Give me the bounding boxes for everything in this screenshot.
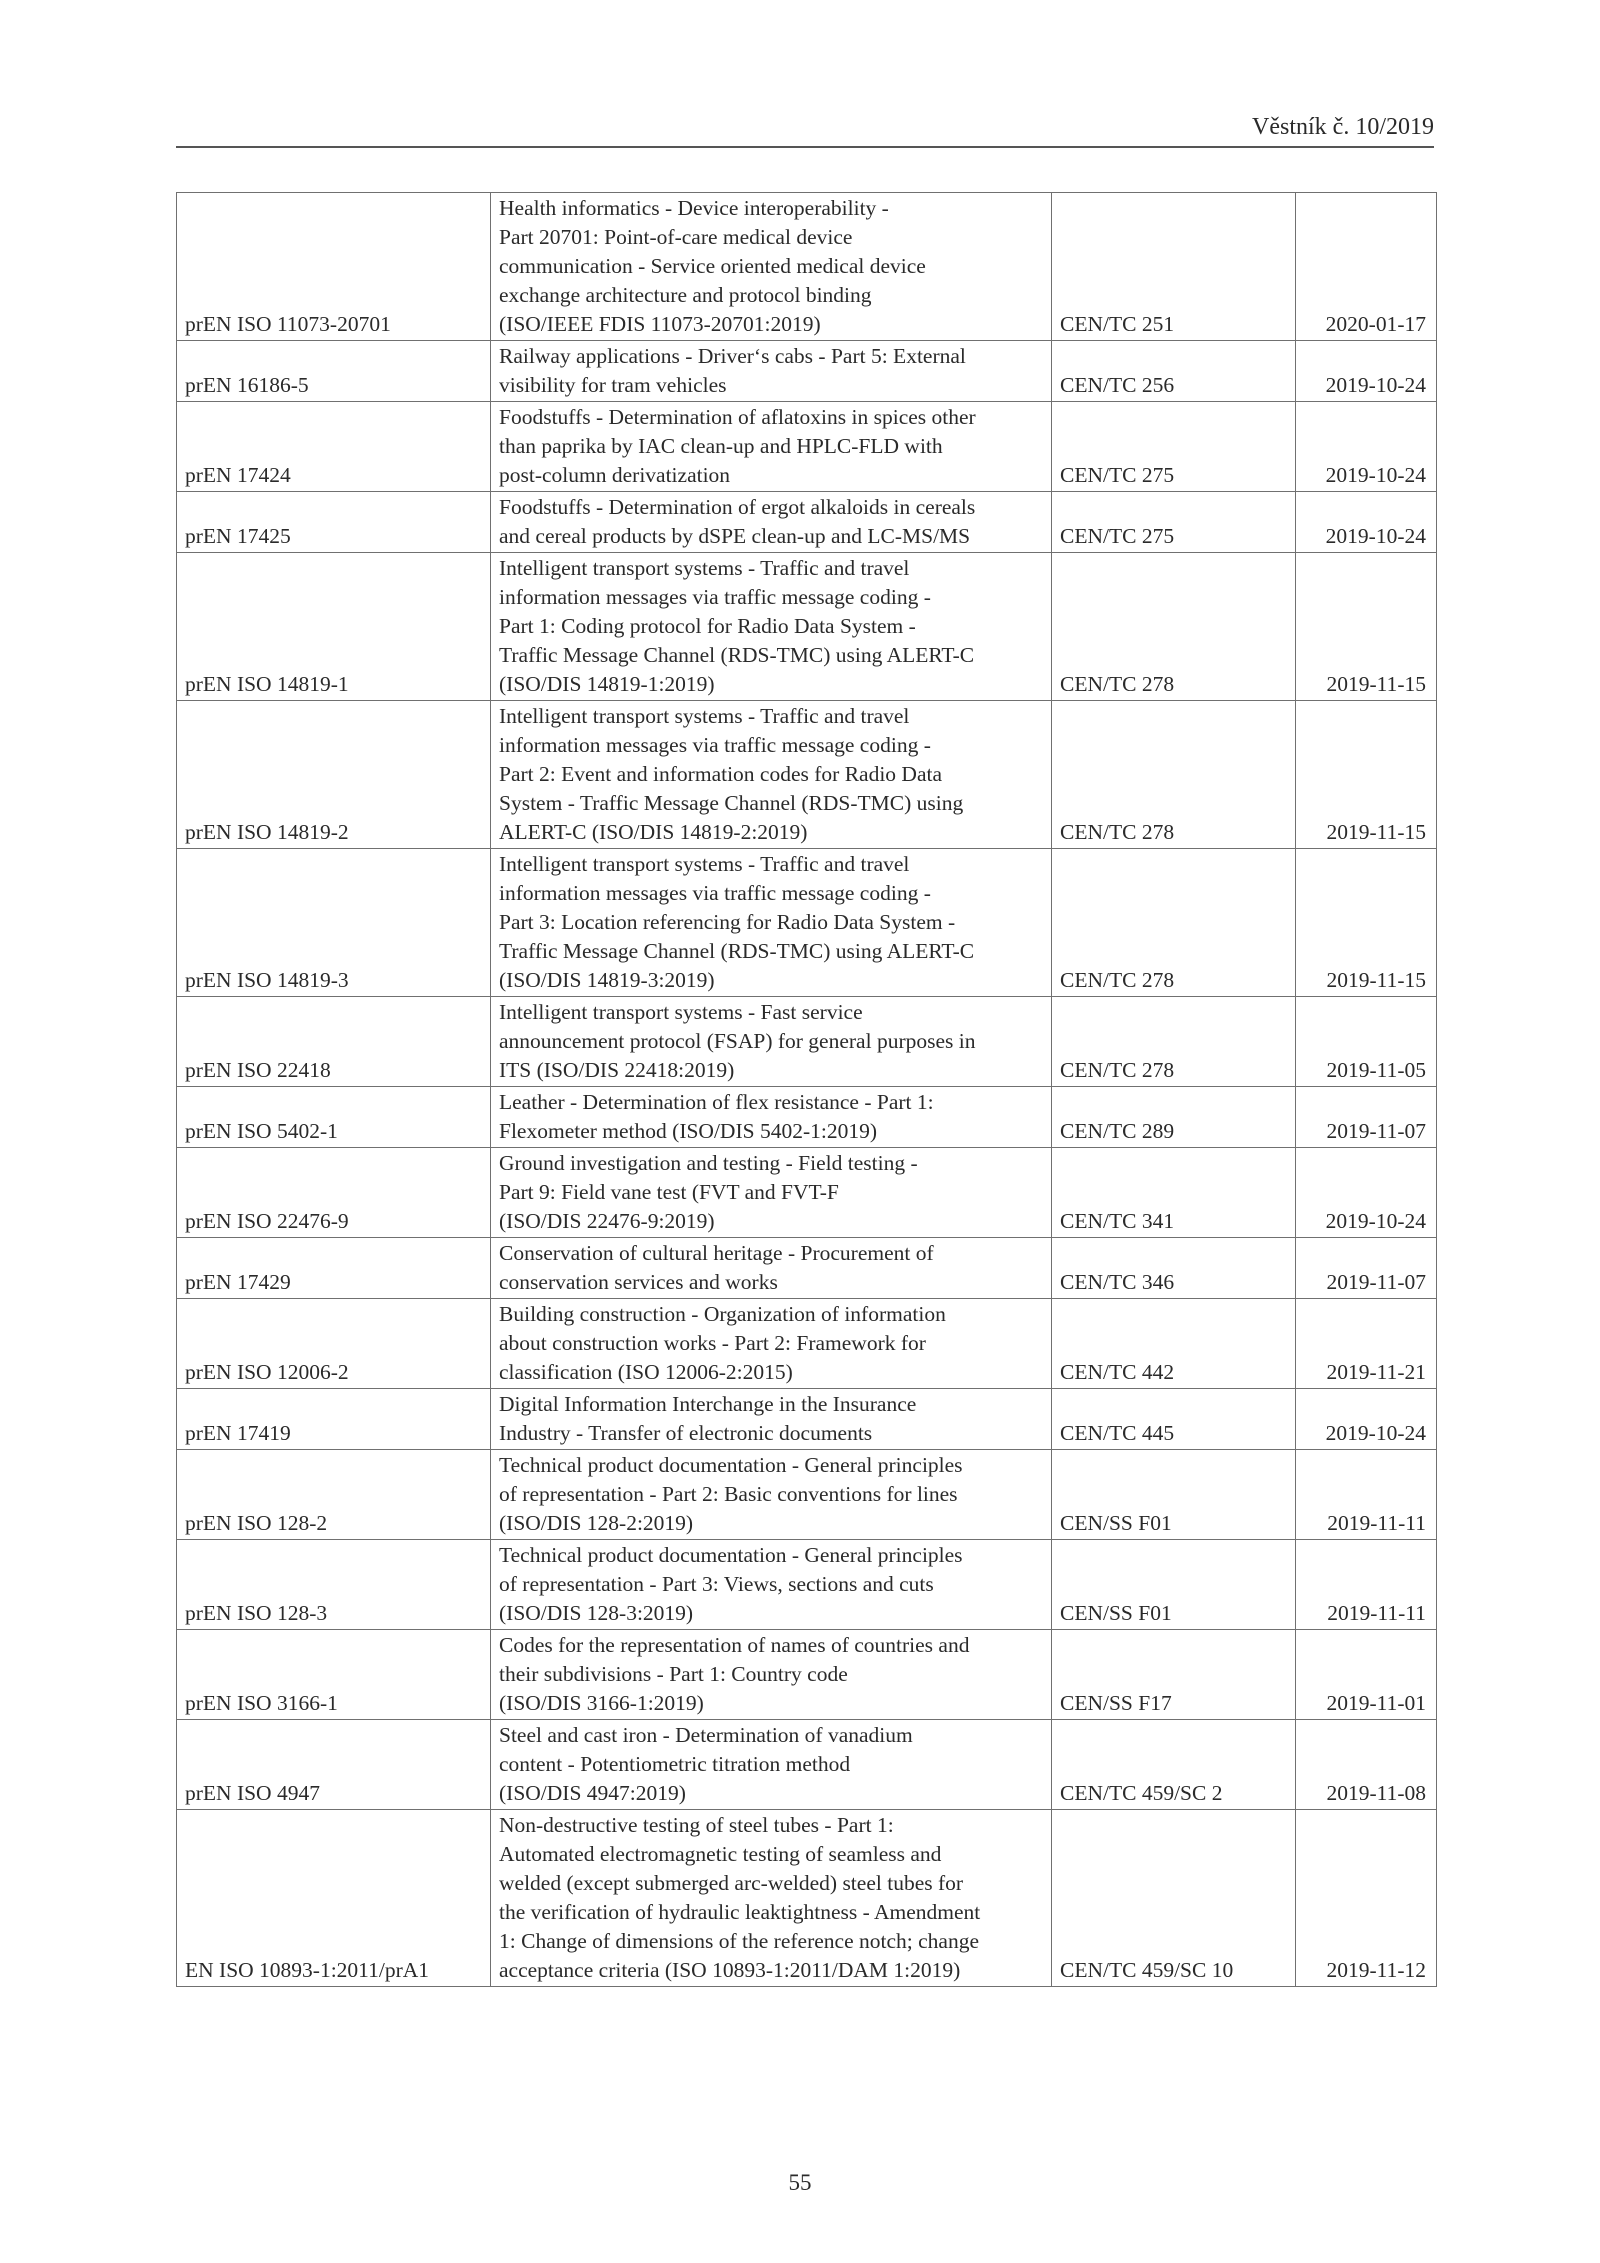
standard-code: prEN ISO 14819-3 <box>177 849 491 997</box>
technical-committee: CEN/TC 442 <box>1052 1299 1296 1389</box>
deadline-date: 2019-11-07 <box>1296 1238 1437 1299</box>
technical-committee: CEN/TC 289 <box>1052 1087 1296 1148</box>
table-row <box>177 849 1437 997</box>
technical-committee: CEN/TC 346 <box>1052 1238 1296 1299</box>
title-line: classification (ISO 12006-2:2015) <box>499 1360 793 1384</box>
page-footer <box>0 2170 1600 2196</box>
technical-committee: CEN/TC 251 <box>1052 193 1296 341</box>
page-header <box>176 112 1434 148</box>
table-row <box>177 1630 1437 1720</box>
title-line: Intelligent transport systems - Traffic and travel <box>499 556 910 580</box>
table-row <box>177 402 1437 492</box>
deadline-date: 2019-11-15 <box>1296 701 1437 849</box>
technical-committee: CEN/TC 256 <box>1052 341 1296 402</box>
table-row <box>177 492 1437 553</box>
title-line: their subdivisions - Part 1: Country code <box>499 1662 848 1686</box>
standards-table <box>176 192 1437 1987</box>
standard-title <box>491 553 1052 701</box>
table-row <box>177 1720 1437 1810</box>
standard-title <box>491 1450 1052 1540</box>
table-row <box>177 553 1437 701</box>
standard-title <box>491 193 1052 341</box>
title-line: Technical product documentation - General principles <box>499 1543 963 1567</box>
table-row <box>177 341 1437 402</box>
standard-code: prEN ISO 11073-20701 <box>177 193 491 341</box>
technical-committee: CEN/TC 341 <box>1052 1148 1296 1238</box>
title-line: Foodstuffs - Determination of aflatoxins in spices other <box>499 405 976 429</box>
title-line: than paprika by IAC clean-up and HPLC-FLD with <box>499 434 943 458</box>
title-line: Part 9: Field vane test (FVT and FVT-F <box>499 1180 839 1204</box>
title-line: Traffic Message Channel (RDS-TMC) using ALERT-C <box>499 939 975 963</box>
deadline-date: 2019-10-24 <box>1296 492 1437 553</box>
standard-code: prEN 16186-5 <box>177 341 491 402</box>
title-line: exchange architecture and protocol binding <box>499 283 872 307</box>
title-line: Part 3: Location referencing for Radio Data System - <box>499 910 956 934</box>
title-line: of representation - Part 3: Views, sections and cuts <box>499 1572 934 1596</box>
title-line: Technical product documentation - General principles <box>499 1453 963 1477</box>
technical-committee: CEN/TC 445 <box>1052 1389 1296 1450</box>
title-line: post-column derivatization <box>499 463 731 487</box>
technical-committee: CEN/SS F17 <box>1052 1630 1296 1720</box>
standard-code: prEN ISO 4947 <box>177 1720 491 1810</box>
technical-committee: CEN/TC 278 <box>1052 553 1296 701</box>
title-line: (ISO/IEEE FDIS 11073-20701:2019) <box>499 312 821 336</box>
table-row <box>177 1389 1437 1450</box>
title-line: ALERT-C (ISO/DIS 14819-2:2019) <box>499 820 808 844</box>
title-line: 1: Change of dimensions of the reference notch; change <box>499 1929 979 1953</box>
title-line: Intelligent transport systems - Traffic and travel <box>499 852 910 876</box>
standard-title <box>491 402 1052 492</box>
title-line: information messages via traffic message coding - <box>499 585 931 609</box>
title-line: Railway applications - Driver‘s cabs - Part 5: External <box>499 344 966 368</box>
standard-title <box>491 1810 1052 1987</box>
journal-title: Věstník č. 10/2019 <box>1252 114 1434 140</box>
title-line: Codes for the representation of names of countries and <box>499 1633 970 1657</box>
title-line: (ISO/DIS 14819-1:2019) <box>499 672 715 696</box>
title-line: (ISO/DIS 22476-9:2019) <box>499 1209 715 1233</box>
standards-table-body <box>177 193 1437 1987</box>
standard-title <box>491 1630 1052 1720</box>
standard-title <box>491 1238 1052 1299</box>
table-row <box>177 997 1437 1087</box>
deadline-date: 2019-11-11 <box>1296 1540 1437 1630</box>
title-line: Ground investigation and testing - Field testing - <box>499 1151 918 1175</box>
title-line: of representation - Part 2: Basic conventions for lines <box>499 1482 958 1506</box>
title-line: ITS (ISO/DIS 22418:2019) <box>499 1058 735 1082</box>
title-line: Part 20701: Point-of-care medical device <box>499 225 853 249</box>
title-line: Industry - Transfer of electronic documents <box>499 1421 873 1445</box>
title-line: (ISO/DIS 128-2:2019) <box>499 1511 694 1535</box>
technical-committee: CEN/TC 278 <box>1052 849 1296 997</box>
page-number: 55 <box>788 2170 812 2195</box>
deadline-date: 2019-10-24 <box>1296 1389 1437 1450</box>
technical-committee: CEN/TC 275 <box>1052 402 1296 492</box>
technical-committee: CEN/TC 278 <box>1052 997 1296 1087</box>
deadline-date: 2019-11-15 <box>1296 553 1437 701</box>
title-line: information messages via traffic message coding - <box>499 733 931 757</box>
standard-code: prEN ISO 12006-2 <box>177 1299 491 1389</box>
standard-code: prEN ISO 22476-9 <box>177 1148 491 1238</box>
deadline-date: 2019-10-24 <box>1296 341 1437 402</box>
title-line: System - Traffic Message Channel (RDS-TMC) using <box>499 791 964 815</box>
standard-code: prEN 17425 <box>177 492 491 553</box>
title-line: content - Potentiometric titration method <box>499 1752 851 1776</box>
table-row <box>177 1148 1437 1238</box>
title-line: communication - Service oriented medical device <box>499 254 926 278</box>
standard-title <box>491 849 1052 997</box>
title-line: and cereal products by dSPE clean-up and LC-MS/MS <box>499 524 971 548</box>
technical-committee: CEN/TC 275 <box>1052 492 1296 553</box>
title-line: Leather - Determination of flex resistance - Part 1: <box>499 1090 934 1114</box>
deadline-date: 2019-11-08 <box>1296 1720 1437 1810</box>
title-line: Part 2: Event and information codes for Radio Data <box>499 762 943 786</box>
standard-title <box>491 1389 1052 1450</box>
title-line: information messages via traffic message coding - <box>499 881 931 905</box>
title-line: welded (except submerged arc-welded) steel tubes for <box>499 1871 964 1895</box>
standard-title <box>491 997 1052 1087</box>
table-row <box>177 1540 1437 1630</box>
standard-title <box>491 492 1052 553</box>
title-line: Intelligent transport systems - Traffic and travel <box>499 704 910 728</box>
standard-title <box>491 701 1052 849</box>
standard-code: prEN ISO 3166-1 <box>177 1630 491 1720</box>
standard-code: prEN 17429 <box>177 1238 491 1299</box>
title-line: (ISO/DIS 14819-3:2019) <box>499 968 715 992</box>
title-line: acceptance criteria (ISO 10893-1:2011/DAM 1:2019) <box>499 1958 961 1982</box>
title-line: (ISO/DIS 128-3:2019) <box>499 1601 694 1625</box>
standard-code: EN ISO 10893-1:2011/prA1 <box>177 1810 491 1987</box>
title-line: about construction works - Part 2: Framework for <box>499 1331 926 1355</box>
standard-code: prEN ISO 128-3 <box>177 1540 491 1630</box>
title-line: (ISO/DIS 3166-1:2019) <box>499 1691 704 1715</box>
deadline-date: 2019-11-05 <box>1296 997 1437 1087</box>
standard-code: prEN ISO 14819-1 <box>177 553 491 701</box>
standard-code: prEN ISO 5402-1 <box>177 1087 491 1148</box>
title-line: visibility for tram vehicles <box>499 373 727 397</box>
standard-title <box>491 1148 1052 1238</box>
deadline-date: 2019-11-11 <box>1296 1450 1437 1540</box>
deadline-date: 2019-11-12 <box>1296 1810 1437 1987</box>
deadline-date: 2019-11-07 <box>1296 1087 1437 1148</box>
title-line: Health informatics - Device interoperability - <box>499 196 889 220</box>
title-line: Automated electromagnetic testing of seamless and <box>499 1842 942 1866</box>
standard-title <box>491 1299 1052 1389</box>
title-line: (ISO/DIS 4947:2019) <box>499 1781 686 1805</box>
title-line: Steel and cast iron - Determination of vanadium <box>499 1723 913 1747</box>
title-line: Non-destructive testing of steel tubes - Part 1: <box>499 1813 894 1837</box>
title-line: Part 1: Coding protocol for Radio Data System - <box>499 614 916 638</box>
deadline-date: 2019-10-24 <box>1296 402 1437 492</box>
deadline-date: 2020-01-17 <box>1296 193 1437 341</box>
table-row <box>177 1450 1437 1540</box>
standard-title <box>491 1087 1052 1148</box>
title-line: the verification of hydraulic leaktightness - Amendment <box>499 1900 981 1924</box>
table-row <box>177 1299 1437 1389</box>
standard-code: prEN ISO 128-2 <box>177 1450 491 1540</box>
standard-code: prEN 17424 <box>177 402 491 492</box>
deadline-date: 2019-11-15 <box>1296 849 1437 997</box>
standard-title <box>491 1720 1052 1810</box>
deadline-date: 2019-10-24 <box>1296 1148 1437 1238</box>
title-line: Conservation of cultural heritage - Procurement of <box>499 1241 934 1265</box>
standard-code: prEN 17419 <box>177 1389 491 1450</box>
title-line: announcement protocol (FSAP) for general purposes in <box>499 1029 976 1053</box>
standard-code: prEN ISO 22418 <box>177 997 491 1087</box>
title-line: Traffic Message Channel (RDS-TMC) using ALERT-C <box>499 643 975 667</box>
technical-committee: CEN/SS F01 <box>1052 1540 1296 1630</box>
title-line: Intelligent transport systems - Fast service <box>499 1000 863 1024</box>
technical-committee: CEN/TC 278 <box>1052 701 1296 849</box>
standard-title <box>491 341 1052 402</box>
title-line: Flexometer method (ISO/DIS 5402-1:2019) <box>499 1119 877 1143</box>
table-row <box>177 1087 1437 1148</box>
title-line: Foodstuffs - Determination of ergot alkaloids in cereals <box>499 495 976 519</box>
title-line: Building construction - Organization of information <box>499 1302 946 1326</box>
title-line: Digital Information Interchange in the Insurance <box>499 1392 917 1416</box>
table-row <box>177 1810 1437 1987</box>
table-row <box>177 1238 1437 1299</box>
standard-title <box>491 1540 1052 1630</box>
standard-code: prEN ISO 14819-2 <box>177 701 491 849</box>
table-row <box>177 701 1437 849</box>
table-row <box>177 193 1437 341</box>
technical-committee: CEN/TC 459/SC 2 <box>1052 1720 1296 1810</box>
deadline-date: 2019-11-01 <box>1296 1630 1437 1720</box>
title-line: conservation services and works <box>499 1270 778 1294</box>
technical-committee: CEN/TC 459/SC 10 <box>1052 1810 1296 1987</box>
deadline-date: 2019-11-21 <box>1296 1299 1437 1389</box>
technical-committee: CEN/SS F01 <box>1052 1450 1296 1540</box>
